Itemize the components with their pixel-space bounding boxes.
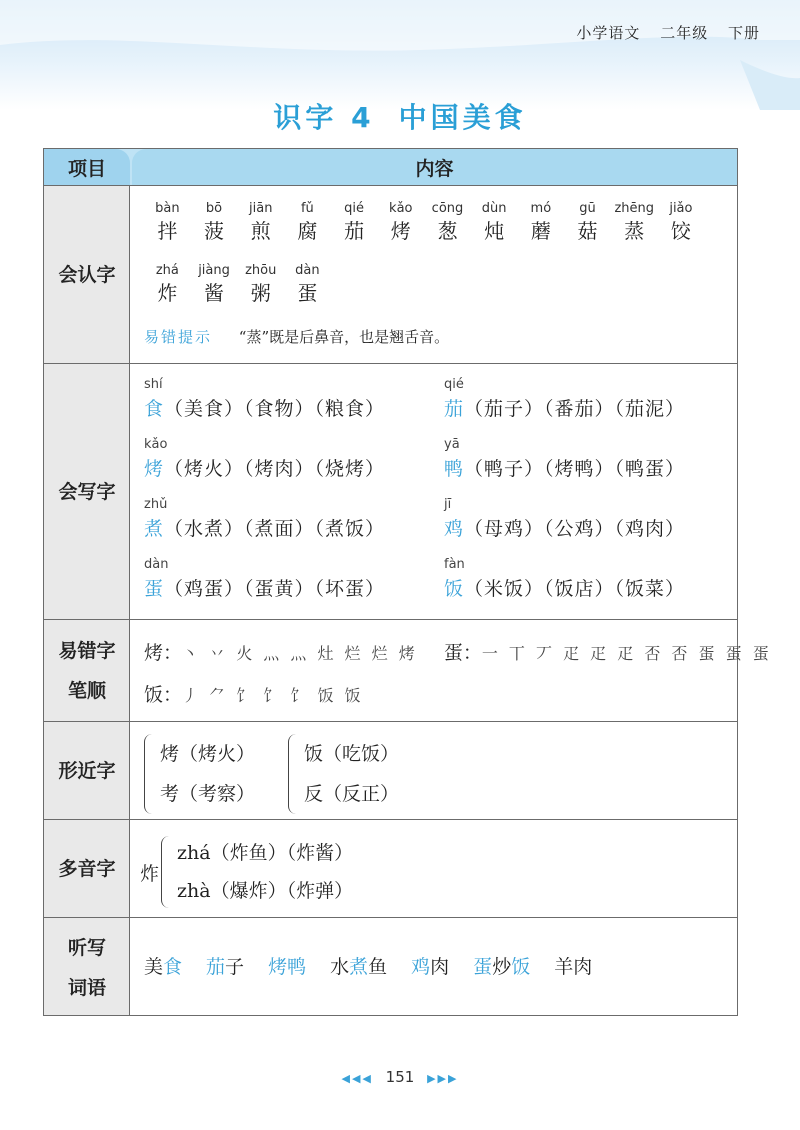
- pinyin: jiàng: [198, 263, 230, 278]
- page-footer: [0, 1068, 800, 1086]
- top-wave-decoration: [0, 0, 800, 110]
- hanzi: 茄: [344, 219, 365, 243]
- write-item: [444, 556, 685, 601]
- hanzi: 炸: [157, 281, 178, 305]
- row-label: 会写字: [58, 480, 116, 503]
- row-label: 形近字: [58, 759, 116, 782]
- dictation-word: [411, 956, 449, 978]
- row-stroke-order: [44, 619, 772, 721]
- pinyin-char-cell: [377, 200, 424, 244]
- word-char: 美: [144, 956, 164, 978]
- word-char: 蛋: [473, 956, 493, 978]
- row-label: [44, 918, 130, 1017]
- pinyin: gū: [579, 201, 596, 216]
- write-line: [144, 514, 385, 541]
- pinyin: fǔ: [300, 201, 314, 216]
- lesson-number: 识字 4: [273, 101, 375, 134]
- reading-2: zhà（爆炸）（炸弹）: [177, 880, 354, 902]
- hanzi: 粥: [250, 281, 271, 305]
- write-line: [444, 574, 685, 601]
- hanzi: 烤: [390, 219, 411, 243]
- row-recognize: [44, 185, 737, 363]
- header-content: 内容: [132, 149, 737, 185]
- pinyin: shí: [144, 377, 163, 392]
- dan-stroke-sequence: 一 丅 丆 疋 疋 疋 否 否 蛋 蛋 蛋: [481, 644, 772, 663]
- similar-item: 反（反正）: [304, 783, 400, 805]
- hanzi: 煎: [250, 219, 271, 243]
- row-label: 会认字: [58, 263, 116, 286]
- write-words: （水煮）（煮面）（煮饭）: [164, 518, 386, 540]
- similar-item: 考（考察）: [160, 783, 256, 805]
- volume: 下册: [727, 24, 760, 42]
- fan-stroke-sequence: 丿 ⺈ 饣 饣 饣 饭 饭: [182, 686, 364, 705]
- left-arrows-icon: ◀◀◀: [341, 1072, 373, 1085]
- write-words: （茄子）（番茄）（茄泥）: [464, 398, 686, 420]
- pinyin-char-cell: [518, 200, 565, 244]
- write-line: [144, 574, 385, 601]
- grade: 二年级: [660, 24, 709, 42]
- pinyin-char-cell: [191, 200, 238, 244]
- pinyin: qié: [444, 377, 464, 392]
- pinyin-char-cell: [237, 200, 284, 244]
- row-dictation: [44, 917, 737, 1017]
- word-char: 煮: [349, 956, 369, 978]
- word-char: 炒: [492, 956, 512, 978]
- pinyin: dùn: [481, 201, 507, 216]
- pinyin: fàn: [444, 557, 465, 572]
- label-line-1: 听写: [67, 936, 106, 959]
- recognize-line-1: [144, 200, 704, 244]
- tip-text: “蒸”既是后鼻音，也是翘舌音。: [238, 328, 450, 346]
- word-char: 饭: [511, 956, 531, 978]
- label-line-2: 笔顺: [67, 679, 106, 702]
- hanzi: 菇: [577, 219, 598, 243]
- pinyin-char-cell: [284, 200, 331, 244]
- tip: [144, 326, 449, 347]
- pinyin: qié: [344, 201, 365, 216]
- pinyin-char-cell: [471, 200, 518, 244]
- dictation-words: [144, 952, 616, 979]
- lesson-name: 中国美食: [398, 101, 527, 134]
- pinyin-char-cell: [331, 200, 378, 244]
- write-char: 蛋: [144, 578, 165, 600]
- hanzi: 炖: [484, 219, 505, 243]
- write-words: （米饭）（饭店）（饭菜）: [464, 578, 686, 600]
- polyphone-group: [140, 834, 353, 910]
- dictation-word: [473, 956, 530, 978]
- hanzi: 饺: [670, 219, 691, 243]
- row-similar: [44, 721, 737, 819]
- write-item: [444, 376, 685, 421]
- hanzi: 蒸: [624, 219, 645, 243]
- pinyin: zhǔ: [144, 497, 168, 512]
- hanzi: 葱: [437, 219, 458, 243]
- dictation-word: [206, 956, 244, 978]
- pinyin: dàn: [144, 557, 169, 572]
- page-title: [0, 96, 800, 136]
- hanzi: 腐: [297, 219, 318, 243]
- recognize-line-2: [144, 262, 331, 306]
- dictation-word: [144, 956, 182, 978]
- pinyin-char-cell: [658, 200, 705, 244]
- write-char: 饭: [444, 578, 465, 600]
- hanzi: 菠: [204, 219, 225, 243]
- word-char: 水: [330, 956, 350, 978]
- write-line: [444, 454, 685, 481]
- write-words: （烤火）（烤肉）（烧烤）: [164, 458, 386, 480]
- write-item: [144, 376, 385, 421]
- table-header: [44, 149, 737, 185]
- right-arrows-icon: ▶▶▶: [427, 1072, 459, 1085]
- kao-stroke-sequence: 丶 丷 火 灬 灬 灶 烂 烂 烤: [182, 644, 418, 663]
- book-header: [562, 22, 760, 43]
- pinyin-char-cell: [144, 262, 191, 306]
- dan-char: 蛋：: [443, 642, 482, 664]
- stroke-line-1: [144, 638, 772, 665]
- hanzi: 蘑: [530, 219, 551, 243]
- pinyin: zhēng: [614, 201, 654, 216]
- write-item: [444, 436, 685, 481]
- write-line: [144, 454, 385, 481]
- word-char: 鸡: [411, 956, 431, 978]
- row-label: 多音字: [58, 857, 116, 880]
- row-write: [44, 363, 737, 619]
- word-char: 羊: [554, 956, 574, 978]
- write-line: [144, 394, 385, 421]
- write-item: [444, 496, 685, 541]
- pinyin-char-cell: [564, 200, 611, 244]
- hanzi: 拌: [157, 219, 178, 243]
- pinyin: dàn: [295, 263, 320, 278]
- dictation-word: [268, 956, 306, 978]
- pinyin: bàn: [155, 201, 180, 216]
- row-label: [44, 620, 130, 721]
- write-words: （母鸡）（公鸡）（鸡肉）: [464, 518, 686, 540]
- hanzi: 酱: [204, 281, 225, 305]
- summary-table: [43, 148, 772, 1016]
- polyphone-char: 炸: [140, 862, 160, 885]
- write-item: [144, 496, 385, 541]
- pinyin: zhōu: [245, 263, 277, 278]
- pinyin-char-cell: [191, 262, 238, 306]
- word-char: 茄: [206, 956, 226, 978]
- hanzi: 蛋: [297, 281, 318, 305]
- write-item: [144, 436, 385, 481]
- word-char: 烤: [268, 956, 288, 978]
- tip-label: 易错提示: [144, 328, 213, 346]
- pinyin: cōng: [431, 201, 464, 216]
- write-words: （鸭子）（烤鸭）（鸭蛋）: [464, 458, 686, 480]
- dictation-word: [330, 956, 387, 978]
- stroke-line-2: [144, 680, 364, 707]
- write-line: [444, 514, 685, 541]
- kao-char: 烤：: [144, 642, 183, 664]
- write-char: 食: [144, 398, 165, 420]
- page-number: 151: [385, 1068, 415, 1086]
- brace-icon: [144, 734, 156, 814]
- write-item: [144, 556, 385, 601]
- dictation-word: [554, 956, 592, 978]
- write-char: 煮: [144, 518, 165, 540]
- write-char: 烤: [144, 458, 165, 480]
- pinyin: mó: [530, 201, 552, 216]
- pinyin: jī: [444, 497, 452, 512]
- pinyin: kǎo: [144, 437, 168, 452]
- subject: 小学语文: [576, 24, 641, 42]
- pinyin: yā: [444, 437, 460, 452]
- write-words: （鸡蛋）（蛋黄）（坏蛋）: [164, 578, 386, 600]
- pinyin-char-cell: [611, 200, 658, 244]
- label-line-1: 易错字: [58, 639, 116, 662]
- brace-icon: [288, 734, 300, 814]
- write-char: 鸭: [444, 458, 465, 480]
- word-char: 鸭: [287, 956, 307, 978]
- pinyin-char-cell: [284, 262, 331, 306]
- header-item: 项目: [44, 149, 130, 185]
- pinyin-char-cell: [424, 200, 471, 244]
- similar-item: 饭（吃饭）: [304, 743, 400, 765]
- word-char: 肉: [430, 956, 450, 978]
- similar-group-1: [144, 734, 255, 814]
- write-char: 鸡: [444, 518, 465, 540]
- write-char: 茄: [444, 398, 465, 420]
- pinyin-char-cell: [144, 200, 191, 244]
- row-polyphone: [44, 819, 737, 917]
- similar-group-2: [288, 734, 399, 814]
- write-words: （美食）（食物）（粮食）: [164, 398, 386, 420]
- word-char: 肉: [573, 956, 593, 978]
- word-char: 食: [163, 956, 183, 978]
- pinyin-char-cell: [237, 262, 284, 306]
- brace-icon: [161, 836, 173, 908]
- pinyin: jiān: [249, 201, 273, 216]
- word-char: 子: [225, 956, 245, 978]
- reading-1: zhá（炸鱼）（炸酱）: [177, 842, 354, 864]
- pinyin: zhá: [155, 263, 179, 278]
- pinyin: jiǎo: [669, 201, 693, 216]
- label-line-2: 词语: [67, 976, 106, 999]
- write-line: [444, 394, 685, 421]
- word-char: 鱼: [368, 956, 388, 978]
- fan-char: 饭：: [144, 684, 183, 706]
- similar-item: 烤（烤火）: [160, 743, 256, 765]
- pinyin: kǎo: [389, 201, 413, 216]
- pinyin: bō: [205, 201, 223, 216]
